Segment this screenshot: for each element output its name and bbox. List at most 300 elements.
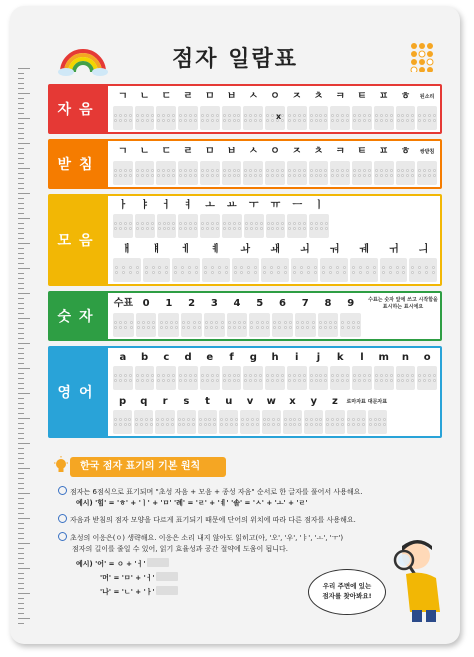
braille-dot [119,321,122,324]
english-label: b [141,352,149,363]
braille-dot [146,174,149,177]
consonant-braille-cell [287,106,307,130]
ruler-tick [18,343,30,344]
braille-dot [182,423,185,426]
braille-dot [249,174,252,177]
consonant-braille-cell [113,106,133,130]
vowel-braille-cell [135,214,155,238]
english-braille-cell [352,366,372,390]
ruler-tick [18,518,30,519]
braille-dot [128,423,131,426]
braille-dot [119,169,122,172]
english-braille-cell [219,410,238,434]
number-braille-cell [204,313,225,337]
braille-dot [418,266,421,269]
braille-dot [136,222,139,225]
braille-dot [201,374,204,377]
braille-dot [411,169,414,172]
braille-dot [142,326,145,329]
english-braille-cell [113,366,133,390]
braille-dot [114,169,117,172]
braille-dot [158,266,161,269]
braille-dot [380,169,383,172]
ruler-tick [18,273,24,274]
vowel-label: ㅟ [388,244,399,255]
final-consonant-label: ㅊ [313,146,324,157]
ruler-tick [18,573,24,574]
vowel-label: ㅞ [359,244,369,255]
braille-dot [223,374,226,377]
braille-dot [359,266,362,269]
ruler-tick [18,383,24,384]
braille-dot [385,169,388,172]
consonant-label: ㅍ [378,91,389,102]
braille-dot [151,222,154,225]
braille-dot [225,266,228,269]
ruler-tick [18,98,24,99]
braille-dot [315,222,318,225]
english-braille-cell [417,366,437,390]
english-label: s [183,396,190,407]
consonant-braille-cell [396,106,416,130]
braille-dot [166,423,169,426]
ruler-tick [18,433,24,434]
braille-dot [341,423,344,426]
braille-dot [276,227,279,230]
braille-dot [428,379,431,382]
braille-dot [199,423,202,426]
braille-dot [411,119,414,122]
number-braille-cell [227,313,248,337]
braille-dot [184,174,187,177]
braille-dot [341,379,344,382]
braille-dot [336,174,339,177]
braille-dot [213,418,216,421]
braille-dot [184,114,187,117]
braille-dot [172,174,175,177]
braille-dot [215,321,218,324]
braille-dot [289,423,292,426]
braille-dot [162,174,165,177]
braille-dot [277,423,280,426]
braille-dot [411,271,414,274]
braille-dot [146,114,149,117]
number-braille-cell [318,313,339,337]
braille-dot [284,418,287,421]
ruler-tick [18,293,30,294]
english-braille-cell [200,366,220,390]
ruler-tick [18,418,30,419]
braille-dot [271,227,274,230]
braille-dot [432,271,435,274]
braille-dot [244,114,247,117]
braille-dot [411,114,414,117]
english-label: q [140,396,148,407]
braille-dot [383,423,386,426]
english-label: r [162,396,168,407]
braille-dot [246,423,249,426]
braille-dot [129,374,132,377]
ruler-tick [18,423,24,424]
ruler-tick [18,408,24,409]
ruler-tick [18,548,24,549]
braille-dot [114,326,117,329]
braille-dot [179,379,182,382]
braille-dot [341,321,344,324]
braille-dot [293,227,296,230]
braille-dot [124,423,127,426]
braille-dot [418,379,421,382]
ruler-tick [18,223,24,224]
braille-dot [211,379,214,382]
braille-dot [324,379,327,382]
braille-dot [423,169,426,172]
braille-dot [390,119,393,122]
braille-dot [402,266,405,269]
braille-dot [256,321,259,324]
vowel-braille-cell [380,258,408,282]
braille-dot [163,227,166,230]
vowel-label: ㅝ [329,244,340,255]
vowel-braille-cell [287,214,307,238]
braille-dot [433,174,436,177]
braille-sample [156,572,178,581]
braille-dot [181,271,184,274]
braille-dot [397,174,400,177]
ruler-tick [18,318,30,319]
braille-dot [278,326,281,329]
braille-dot [288,379,291,382]
braille-dot [267,227,270,230]
braille-dot [380,374,383,377]
braille-dot [225,271,228,274]
braille-dot [314,271,317,274]
braille-dot [140,423,143,426]
braille-dot [167,169,170,172]
ruler-tick [18,413,24,414]
braille-dot [353,379,356,382]
braille-dot [310,227,313,230]
braille-dot [411,174,414,177]
braille-dot [119,174,122,177]
braille-dot [188,266,191,269]
lightbulb-icon [54,456,68,476]
braille-dot [423,374,426,377]
english-label: h [271,352,279,363]
braille-dot [401,379,404,382]
braille-dot [244,119,247,122]
ruler-tick [18,538,24,539]
braille-dot [162,379,165,382]
braille-dot [272,423,275,426]
braille-dot [124,119,127,122]
ruler-tick [18,233,24,234]
braille-dot [114,418,117,421]
english-braille-cell [283,410,302,434]
braille-dot [284,266,287,269]
braille-dot [433,114,436,117]
braille-dot [306,326,309,329]
braille-dot [397,379,400,382]
braille-dot [343,271,346,274]
braille-dot [271,374,274,377]
braille-dot [310,174,313,177]
braille-dot [341,418,344,421]
braille-dot [357,326,360,329]
consonant-braille-row [112,106,438,130]
ruler-tick [18,458,24,459]
braille-dot [234,266,237,269]
braille-dot [383,418,386,421]
braille-dot [310,114,313,117]
ruler-tick [18,173,24,174]
braille-dot [298,423,301,426]
braille-dot [341,169,344,172]
braille-dot [147,321,150,324]
braille-dot [433,379,436,382]
braille-dot [261,326,264,329]
braille-dot [428,374,431,377]
braille-dot [136,119,139,122]
braille-dot [390,379,393,382]
braille-dot [303,222,306,225]
braille-dot [346,174,349,177]
braille-dot [306,321,309,324]
braille-dot [353,174,356,177]
number-label: 5 [256,298,264,309]
braille-dot [216,222,219,225]
braille-dot [326,418,329,421]
vowel-braille-cell [143,258,171,282]
ruler-tick [18,163,24,164]
ruler-tick [18,263,24,264]
braille-dot [374,423,377,426]
braille-dot [366,271,369,274]
braille-dot [336,114,339,117]
braille-dot [352,418,355,421]
final-consonant-braille-cell [156,161,176,185]
braille-dot [151,174,154,177]
vowel-label: ㅠ [270,200,281,211]
ruler-tick [18,503,24,504]
braille-dot [382,266,385,269]
braille-dot [124,169,127,172]
braille-dot [428,169,431,172]
braille-dot [179,174,182,177]
braille-dot [385,114,388,117]
braille-dot [136,227,139,230]
vowel-label: ㅔ [181,244,191,255]
consonant-label: ㅎ [400,91,411,102]
ruler-tick [18,588,24,589]
number-label: 7 [301,298,309,309]
braille-dot [334,326,337,329]
braille-dot [315,418,318,421]
braille-dot [270,266,273,269]
braille-dot [433,169,436,172]
braille-dot [115,271,118,274]
vowel-label: ㅡ [292,200,303,211]
braille-dot [193,326,196,329]
english-label: i [295,352,299,363]
english-braille-cell [396,366,416,390]
braille-dot [158,227,161,230]
vowel-section [48,194,442,286]
english-braille-row-2 [112,410,388,434]
ruler-tick [18,118,30,119]
braille-dot [254,379,257,382]
braille-dot [119,423,122,426]
braille-dot [389,271,392,274]
vowel-label: ㅚ [299,244,310,255]
braille-dot [288,119,291,122]
braille-dot [218,266,221,269]
ruler-tick [18,468,30,469]
braille-dot [402,271,405,274]
braille-dot [189,119,192,122]
braille-dot [161,418,164,421]
vowel-braille-cell [261,258,289,282]
ruler-tick [18,288,24,289]
number-braille-row [112,313,362,337]
ruler-tick [18,298,24,299]
braille-dot [259,174,262,177]
braille-dot [204,418,207,421]
english-braille-cell [135,366,155,390]
braille-dot [189,114,192,117]
consonant-braille-cell [265,106,285,130]
ruler-tick [18,208,24,209]
braille-dot [119,326,122,329]
braille-dot [260,222,263,225]
braille-dot [401,119,404,122]
ruler-tick [18,333,24,334]
ruler-tick [18,193,30,194]
english-braille-cell [155,410,174,434]
consonant-header-row [112,90,438,104]
ruler-tick [18,178,24,179]
braille-dot [184,374,187,377]
final-consonant-braille-cell [200,161,220,185]
ruler-tick [18,93,30,94]
braille-dot [310,169,313,172]
braille-dot [245,222,248,225]
ruler-tick [18,158,24,159]
ruler-tick [18,243,30,244]
braille-dot [221,326,224,329]
braille-dot [157,119,160,122]
number-braille-cell [249,313,270,337]
braille-dot [211,266,214,269]
braille-dot [184,222,187,225]
braille-dot [228,227,231,230]
english-label: a [119,352,127,363]
braille-dot [375,174,378,177]
braille-dot [189,174,192,177]
braille-dot [293,423,296,426]
ruler-tick [18,128,24,129]
braille-dot [165,321,168,324]
braille-dot [192,423,195,426]
braille-dot [122,271,125,274]
ruler-tick [18,73,24,74]
braille-dot [167,174,170,177]
english-braille-cell [330,366,350,390]
braille-dot [346,379,349,382]
braille-dot [181,266,184,269]
braille-dot [216,174,219,177]
braille-dot [303,227,306,230]
braille-dot [315,169,318,172]
braille-dot [167,374,170,377]
braille-dot [146,379,149,382]
english-braille-cell [265,366,285,390]
braille-dot [300,266,303,269]
braille-dot [266,119,269,122]
braille-dot [277,418,280,421]
braille-dot [300,271,303,274]
english-label: k [336,352,344,363]
braille-dot [298,374,301,377]
braille-dot [172,169,175,172]
braille-dot [433,374,436,377]
braille-dot [401,174,404,177]
ruler-tick [18,213,24,214]
braille-dot [293,222,296,225]
braille-dot [346,169,349,172]
rules-title: 한국 점자 표기의 기본 원칙 [70,457,226,477]
braille-dot [188,271,191,274]
consonant-label: ㅅ [248,91,259,102]
final-consonant-braille-cell [374,161,394,185]
consonant-braille-cell [222,106,242,130]
braille-dot [324,321,327,324]
ruler-tick [18,323,24,324]
braille-dot [346,114,349,117]
number-braille-cell [113,313,134,337]
braille-dot [157,379,160,382]
braille-dot [167,379,170,382]
braille-dot [293,379,296,382]
braille-dot [201,227,204,230]
braille-dot [151,114,154,117]
braille-dot [358,114,361,117]
final-consonant-label: ㅍ [378,146,389,157]
consonant-label: ㄴ [139,91,150,102]
final-consonant-braille-cell [243,161,263,185]
braille-dot [119,374,122,377]
braille-dot [129,266,132,269]
braille-dot [151,119,154,122]
braille-dot [366,266,369,269]
braille-dot [158,271,161,274]
braille-dot [114,114,117,117]
vowel-braille-cell [244,214,264,238]
rule-3-example-2: '머' = 'ㅁ' + 'ㅓ' [100,572,179,583]
braille-sample [156,586,178,595]
braille-dot [211,174,214,177]
english-label: e [206,352,214,363]
braille-dot [418,119,421,122]
braille-dot [315,119,318,122]
braille-dot [281,222,284,225]
english-braille-row-1 [112,366,438,390]
consonant-label: ㅂ [226,91,237,102]
braille-dot [172,227,175,230]
braille-dot [151,169,154,172]
braille-dot [146,227,149,230]
braille-dot [178,418,181,421]
